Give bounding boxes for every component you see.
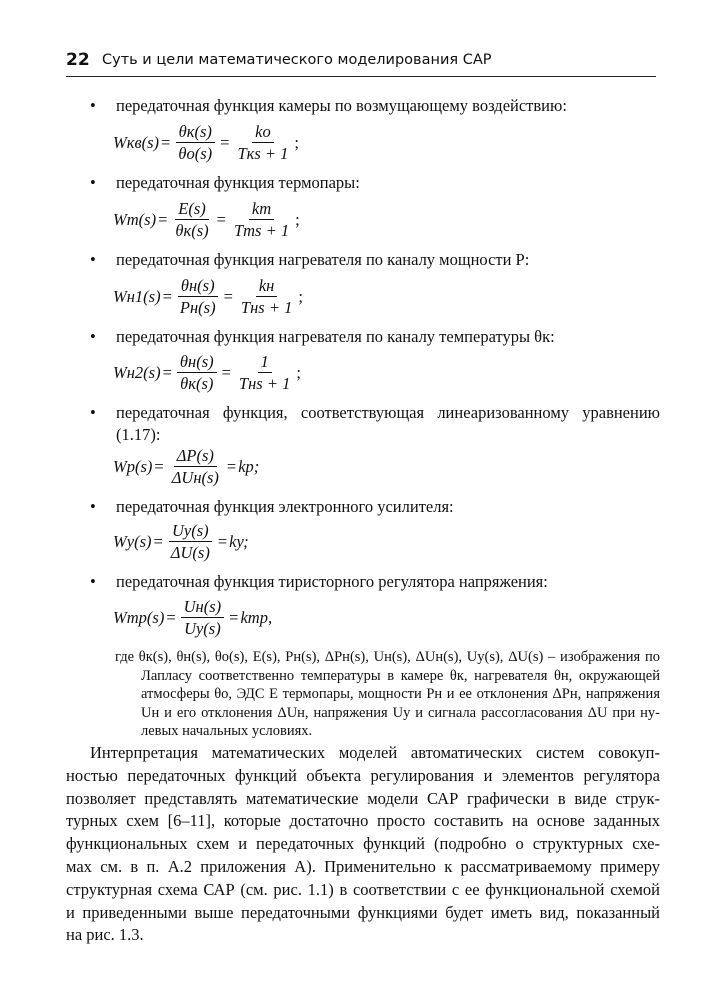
denominator: Tнs + 1 xyxy=(238,374,291,393)
denominator: θк(s) xyxy=(180,374,214,393)
formula: Wн1(s) = $\frac{\theta н(s)}{Pн(s)}$ = $\frac{kн}{\text{Tнs + 1}}$ ; xyxy=(113,276,303,317)
fraction xyxy=(181,597,225,638)
formula-lhs: Wтр(s) xyxy=(113,607,165,627)
paragraph-line: и приведенными выше передаточными функциями будет иметь вид, показанный xyxy=(66,902,660,922)
bullet-text: передаточная функция, соответствующая линеаризованному уравнению (1.17): xyxy=(116,403,660,444)
denominator: θо(s) xyxy=(178,144,213,163)
numerator: kо xyxy=(252,122,274,143)
bullet-text: передаточная функция нагревателя по каналу температуры θк: xyxy=(116,327,555,346)
bullet-dot: • xyxy=(90,250,96,269)
where-line: левых начальных условиях. xyxy=(141,723,313,739)
denominator: Tтs + 1 xyxy=(233,221,290,240)
bullet-text: передаточная функция термопары: xyxy=(116,173,360,192)
formula: Wн2(s) = $\frac{\theta н(s)}{\theta к(s)}$ = $\frac{1}{\text{Tнs + 1}}$ ; xyxy=(113,352,301,393)
formula: Wу(s) = $\frac{Uу(s)}{\Delta U(s)}$ = kу; xyxy=(113,521,249,562)
fraction xyxy=(168,521,213,562)
bullet-dot: • xyxy=(90,96,96,115)
fraction xyxy=(231,199,292,240)
body-paragraph xyxy=(66,742,660,947)
denominator: ΔU(s) xyxy=(170,543,210,562)
numerator: θк(s) xyxy=(176,122,215,143)
denominator: ΔUн(s) xyxy=(171,468,219,487)
formula-tail: ; xyxy=(294,132,299,152)
formula-rhs: kтр, xyxy=(240,607,273,627)
fraction xyxy=(234,122,291,163)
formula-lhs: Wн2(s) xyxy=(113,362,161,382)
paragraph-line: позволяет представлять математические модели САР графически в виде струк- xyxy=(66,788,660,808)
page-header xyxy=(66,50,656,77)
where-line: Лапласу соответственно температуры в камере θк, нагревателя θн, окружающей xyxy=(141,667,660,684)
bullet-dot: • xyxy=(90,572,96,591)
denominator: Uу(s) xyxy=(184,619,221,638)
formula-rhs: kр; xyxy=(238,456,260,476)
fraction xyxy=(175,122,215,163)
numerator: Uу(s) xyxy=(169,521,212,542)
bullet-text: передаточная функция камеры по возмущающему воздействию: xyxy=(116,96,567,115)
bullet-text: передаточная функция тиристорного регулятора напряжения: xyxy=(116,572,548,591)
numerator: 1 xyxy=(258,352,272,373)
formula: Wт(s) = $\frac{E(s)}{\theta к(s)}$ = $\frac{kт}{\text{Tтs + 1}}$ ; xyxy=(113,199,300,240)
bullet-dot: • xyxy=(90,497,96,516)
numerator: Uн(s) xyxy=(181,597,225,618)
where-line: Uн и его отклонения ΔUн, напряжения Uу и сигнала рассогласования ΔU при ну- xyxy=(141,704,660,721)
bullet-text: передаточная функция электронного усилителя: xyxy=(116,497,454,516)
paragraph-line: ностью передаточных функций объекта регулирования и элементов регулятора xyxy=(66,765,660,785)
where-line: где θк(s), θн(s), θо(s), E(s), Pн(s), ΔPн(s), Uн(s), ΔUн(s), Uу(s), ΔU(s) – изображения по xyxy=(115,649,660,665)
denominator: θк(s) xyxy=(175,221,209,240)
paragraph-line: на рис. 1.3. xyxy=(66,925,144,945)
bullet-dot: • xyxy=(90,327,96,346)
running-title: Суть и цели математического моделирования САР xyxy=(102,52,492,68)
bullet-dot: • xyxy=(90,403,96,422)
formula-lhs: Wкв(s) xyxy=(113,132,160,152)
formula-lhs: Wу(s) xyxy=(113,531,152,551)
paragraph-line: структурная схема САР (см. рис. 1.1) в соответствии с ее функциональной схемой xyxy=(66,879,660,899)
numerator: ΔP(s) xyxy=(174,446,217,467)
numerator: θн(s) xyxy=(177,352,217,373)
denominator: Pн(s) xyxy=(179,298,216,317)
page-number: 22 xyxy=(66,50,90,70)
formula-tail: ; xyxy=(298,286,303,306)
where-line: атмосферы θо, ЭДС E термопары, мощности Pн и ее отклонения ΔPн, напряжения xyxy=(141,686,660,702)
paragraph-line: Интерпретация математических моделей автоматических систем совокуп- xyxy=(90,743,660,762)
numerator: θн(s) xyxy=(178,276,218,297)
paragraph-line: функциональных схем и передаточных функций (подробно о структурных схе- xyxy=(66,834,660,854)
fraction xyxy=(177,352,217,393)
paragraph-line: мах см. в п. А.2 приложения А). Применительно к рассматриваемому примеру xyxy=(66,856,660,876)
formula-lhs: Wр(s) xyxy=(113,456,153,476)
denominator: Tкs + 1 xyxy=(237,144,289,163)
where-clause xyxy=(116,648,660,741)
formula: Wкв(s) = $\frac{\theta к(s)}{\theta о(s)}$ = $\frac{kо}{\text{Tкs + 1}}$ ; xyxy=(113,122,299,163)
numerator: E(s) xyxy=(175,199,209,220)
formula-tail: ; xyxy=(296,362,301,382)
formula-lhs: Wт(s) xyxy=(113,209,157,229)
bullet-dot: • xyxy=(90,173,96,192)
numerator: kн xyxy=(256,276,278,297)
formula: Wтр(s) = $\frac{Uн(s)}{Uу(s)}$ = kтр, xyxy=(113,597,273,638)
formula-lhs: Wн1(s) xyxy=(113,286,161,306)
denominator: Tнs + 1 xyxy=(240,298,293,317)
paragraph-line: турных схем [6–11], которые достаточно просто составить на основе заданных xyxy=(66,811,660,831)
bullet-text: передаточная функция нагревателя по каналу мощности P: xyxy=(116,250,530,269)
formula-tail: ; xyxy=(295,209,300,229)
fraction xyxy=(172,199,211,240)
fraction xyxy=(236,352,293,393)
numerator: kт xyxy=(249,199,274,220)
formula: Wр(s) = $\frac{\Delta P(s)}{\text{ΔUн(s)}}$ = kр; xyxy=(113,446,260,487)
fraction xyxy=(169,446,222,487)
fraction xyxy=(238,276,295,317)
fraction xyxy=(177,276,219,317)
formula-rhs: kу; xyxy=(229,531,249,551)
